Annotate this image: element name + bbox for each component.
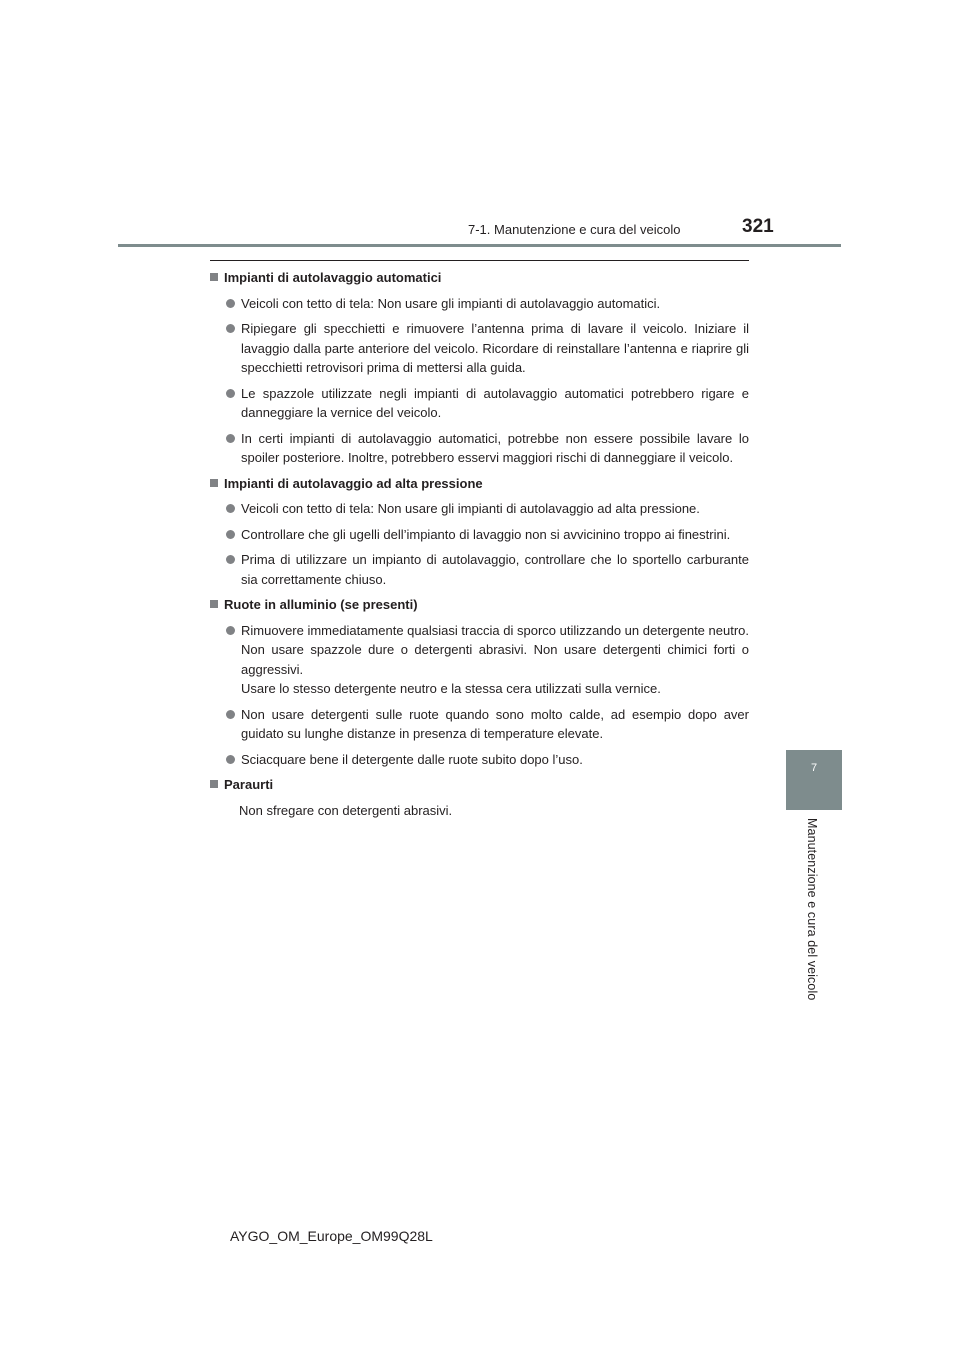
- list-item: Prima di utilizzare un impianto di autolavaggio, controllare che lo sportello carburante sia correttamente chiuso.: [226, 550, 749, 589]
- list-item-text: Rimuovere immediatamente qualsiasi traccia di sporco utilizzando un detergente neutro. Non usare spazzole dure o detergenti abrasivi. Non usare detergenti chimici forti o aggressivi.: [241, 622, 749, 677]
- list-item: Controllare che gli ugelli dell’impianto di lavaggio non si avvicinino troppo ai finestrini.: [226, 525, 749, 545]
- square-bullet-icon: [210, 479, 218, 487]
- list-item: Sciacquare bene il detergente dalle ruote subito dopo l’uso.: [226, 750, 749, 770]
- circle-bullet-icon: [226, 389, 235, 398]
- section-heading: Impianti di autolavaggio automatici: [210, 268, 749, 288]
- section-heading: Ruote in alluminio (se presenti): [210, 595, 749, 615]
- list-item: Veicoli con tetto di tela: Non usare gli impianti di autolavaggio ad alta pressione.: [226, 499, 749, 519]
- list-item: Ripiegare gli specchietti e rimuovere l’antenna prima di lavare il veicolo. Iniziare il lavaggio dalla parte anteriore del veicolo. Ricordare di reinstallare l’antenna e riaprire gli specchietti retrovisori prima di mettersi alla guida.: [226, 319, 749, 378]
- square-bullet-icon: [210, 780, 218, 788]
- section-heading: Paraurti: [210, 775, 749, 795]
- list-item: Le spazzole utilizzate negli impianti di autolavaggio automatici potrebbero rigare e danneggiare la vernice del veicolo.: [226, 384, 749, 423]
- circle-bullet-icon: [226, 626, 235, 635]
- header-section-title: 7-1. Manutenzione e cura del veicolo: [468, 222, 681, 237]
- chapter-number: 7: [810, 762, 818, 774]
- circle-bullet-icon: [226, 530, 235, 539]
- section-heading: Impianti di autolavaggio ad alta pressione: [210, 474, 749, 494]
- section-text: Non sfregare con detergenti abrasivi.: [239, 802, 453, 818]
- square-bullet-icon: [210, 600, 218, 608]
- list-item: Veicoli con tetto di tela: Non usare gli impianti di autolavaggio automatici.: [226, 294, 749, 314]
- circle-bullet-icon: [226, 555, 235, 564]
- chapter-tab: [786, 750, 842, 810]
- chapter-label: Manutenzione e cura del veicolo: [805, 818, 819, 1001]
- footer-doc-id: AYGO_OM_Europe_OM99Q28L: [230, 1228, 433, 1244]
- list-item-extra-text: Usare lo stesso detergente neutro e la stessa cera utilizzati sulla vernice.: [241, 681, 661, 696]
- circle-bullet-icon: [226, 755, 235, 764]
- list-item: Non usare detergenti sulle ruote quando sono molto calde, ad esempio dopo aver guidato su lunghe distanze in presenza di temperature elevate.: [226, 705, 749, 744]
- circle-bullet-icon: [226, 434, 235, 443]
- square-bullet-icon: [210, 273, 218, 281]
- content-divider: [210, 260, 749, 261]
- circle-bullet-icon: [226, 324, 235, 333]
- list-item: [226, 621, 749, 699]
- page-number: 321: [742, 216, 774, 237]
- circle-bullet-icon: [226, 299, 235, 308]
- circle-bullet-icon: [226, 504, 235, 513]
- page-content: [210, 268, 749, 826]
- list-item: In certi impianti di autolavaggio automatici, potrebbe non essere possibile lavare lo spoiler posteriore. Inoltre, potrebbero esservi maggiori rischi di danneggiare il veicolo.: [226, 429, 749, 468]
- header-divider: [118, 244, 841, 247]
- circle-bullet-icon: [226, 710, 235, 719]
